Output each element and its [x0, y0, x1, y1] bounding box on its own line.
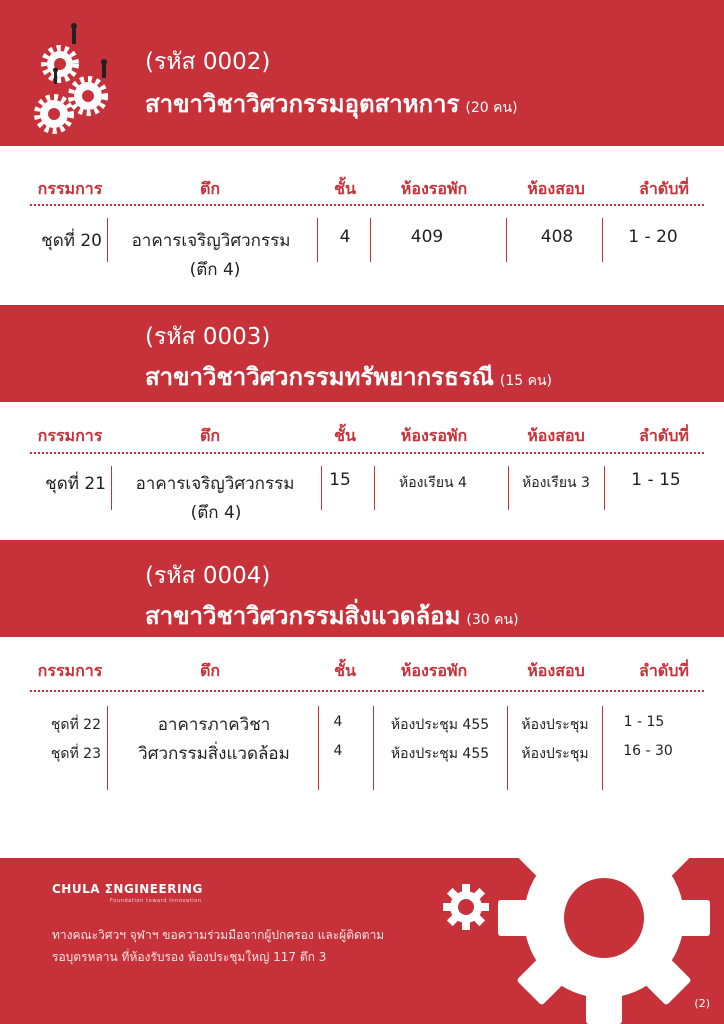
header-order: ลำดับที่ [639, 426, 689, 445]
header-committee: กรรมการ [37, 426, 103, 445]
page-number: (2) [694, 997, 710, 1010]
dotted-divider [30, 690, 704, 692]
header-building: ตึก [199, 179, 221, 198]
header-exam-room: ห้องสอบ [527, 179, 585, 198]
header-building: ตึก [199, 661, 221, 680]
cell-committee: ชุดที่ 23 [50, 746, 101, 762]
section-0002-banner [0, 0, 724, 146]
cell-waiting-room: ห้องประชุม 455 [390, 746, 490, 762]
gears-people-icon [30, 22, 120, 140]
column-divider [107, 218, 108, 262]
table-header-0003 [0, 424, 724, 454]
cell-building-line2: (ตึก 4) [190, 503, 242, 523]
column-divider [321, 466, 322, 510]
header-committee: กรรมการ [37, 179, 103, 198]
column-divider [506, 218, 507, 262]
column-divider [107, 706, 108, 790]
dotted-divider [30, 204, 704, 206]
cell-order: 1 - 20 [628, 227, 678, 247]
column-divider [604, 466, 605, 510]
section-title-text: สาขาวิชาวิศวกรรมอุตสาหการ [145, 90, 460, 118]
small-gear-icon [443, 884, 489, 930]
cell-building: อาคารภาควิชา [157, 715, 271, 735]
header-floor: ชั้น [334, 661, 356, 680]
footer-note-line1: ทางคณะวิศวฯ จุฬาฯ ขอความร่วมมือจากผู้ปกครอง และผู้ติดตาม [52, 928, 385, 942]
cell-waiting-room: 409 [410, 227, 444, 247]
cell-building-line2: วิศวกรรมสิ่งแวดล้อม [138, 744, 290, 764]
header-waiting-room: ห้องรอพัก [400, 661, 468, 680]
section-code: (รหัส 0002) [145, 49, 271, 75]
header-building: ตึก [199, 426, 221, 445]
header-committee: กรรมการ [37, 661, 103, 680]
cell-committee: ชุดที่ 21 [45, 474, 106, 494]
cell-exam-room: ห้องประชุม [521, 717, 589, 733]
cell-floor: 4 [333, 743, 343, 759]
cell-order: 16 - 30 [623, 743, 673, 759]
table-header-0004 [0, 659, 724, 689]
section-title-text: สาขาวิชาวิศวกรรมสิ่งแวดล้อม [145, 602, 461, 630]
cell-order: 1 - 15 [623, 714, 665, 730]
header-waiting-room: ห้องรอพัก [400, 426, 468, 445]
header-order: ลำดับที่ [639, 661, 689, 680]
section-code: (รหัส 0003) [145, 324, 271, 350]
column-divider [370, 218, 371, 262]
cell-exam-room: ห้องเรียน 3 [522, 475, 590, 491]
column-divider [507, 706, 508, 790]
brand-tagline: Foundation toward Innovation [110, 898, 202, 904]
cell-committee: ชุดที่ 22 [50, 717, 101, 733]
cell-building-line2: (ตึก 4) [189, 260, 241, 280]
column-divider [373, 706, 374, 790]
column-divider [602, 706, 603, 790]
section-title [145, 84, 518, 123]
header-exam-room: ห้องสอบ [527, 661, 585, 680]
brand-logo: CHULA ΣNGINEERING [52, 882, 203, 896]
section-count: (15 คน) [499, 373, 552, 389]
footer-note-line2: รอบุตรหลาน ที่ห้องรับรอง ห้องประชุมใหญ่ 117 ตึก 3 [52, 950, 327, 964]
section-0004-banner [0, 540, 724, 637]
section-count: (30 คน) [466, 612, 519, 628]
large-gear-icon [498, 812, 710, 1024]
column-divider [602, 218, 603, 262]
cell-committee: ชุดที่ 20 [41, 231, 102, 251]
cell-exam-room: 408 [540, 227, 574, 247]
column-divider [374, 466, 375, 510]
cell-floor: 15 [329, 470, 351, 490]
header-order: ลำดับที่ [639, 179, 689, 198]
column-divider [111, 466, 112, 510]
table-header-0002 [0, 177, 724, 207]
cell-building: อาคารเจริญวิศวกรรม [135, 474, 295, 494]
header-waiting-room: ห้องรอพัก [400, 179, 468, 198]
column-divider [318, 706, 319, 790]
cell-building: อาคารเจริญวิศวกรรม [131, 231, 291, 251]
cell-exam-room: ห้องประชุม [521, 746, 589, 762]
header-floor: ชั้น [334, 179, 356, 198]
cell-floor: 4 [333, 714, 343, 730]
cell-waiting-room: ห้องประชุม 455 [390, 717, 490, 733]
section-title-text: สาขาวิชาวิศวกรรมทรัพยากรธรณี [145, 363, 494, 391]
section-count: (20 คน) [465, 100, 518, 116]
header-floor: ชั้น [334, 426, 356, 445]
cell-floor: 4 [339, 227, 351, 247]
cell-waiting-room: ห้องเรียน 4 [399, 475, 467, 491]
section-0003-banner [0, 305, 724, 402]
section-title [145, 357, 552, 396]
column-divider [317, 218, 318, 262]
header-exam-room: ห้องสอบ [527, 426, 585, 445]
dotted-divider [30, 452, 704, 454]
section-code: (รหัส 0004) [145, 563, 271, 589]
section-title [145, 596, 519, 635]
cell-order: 1 - 15 [631, 470, 681, 490]
column-divider [508, 466, 509, 510]
